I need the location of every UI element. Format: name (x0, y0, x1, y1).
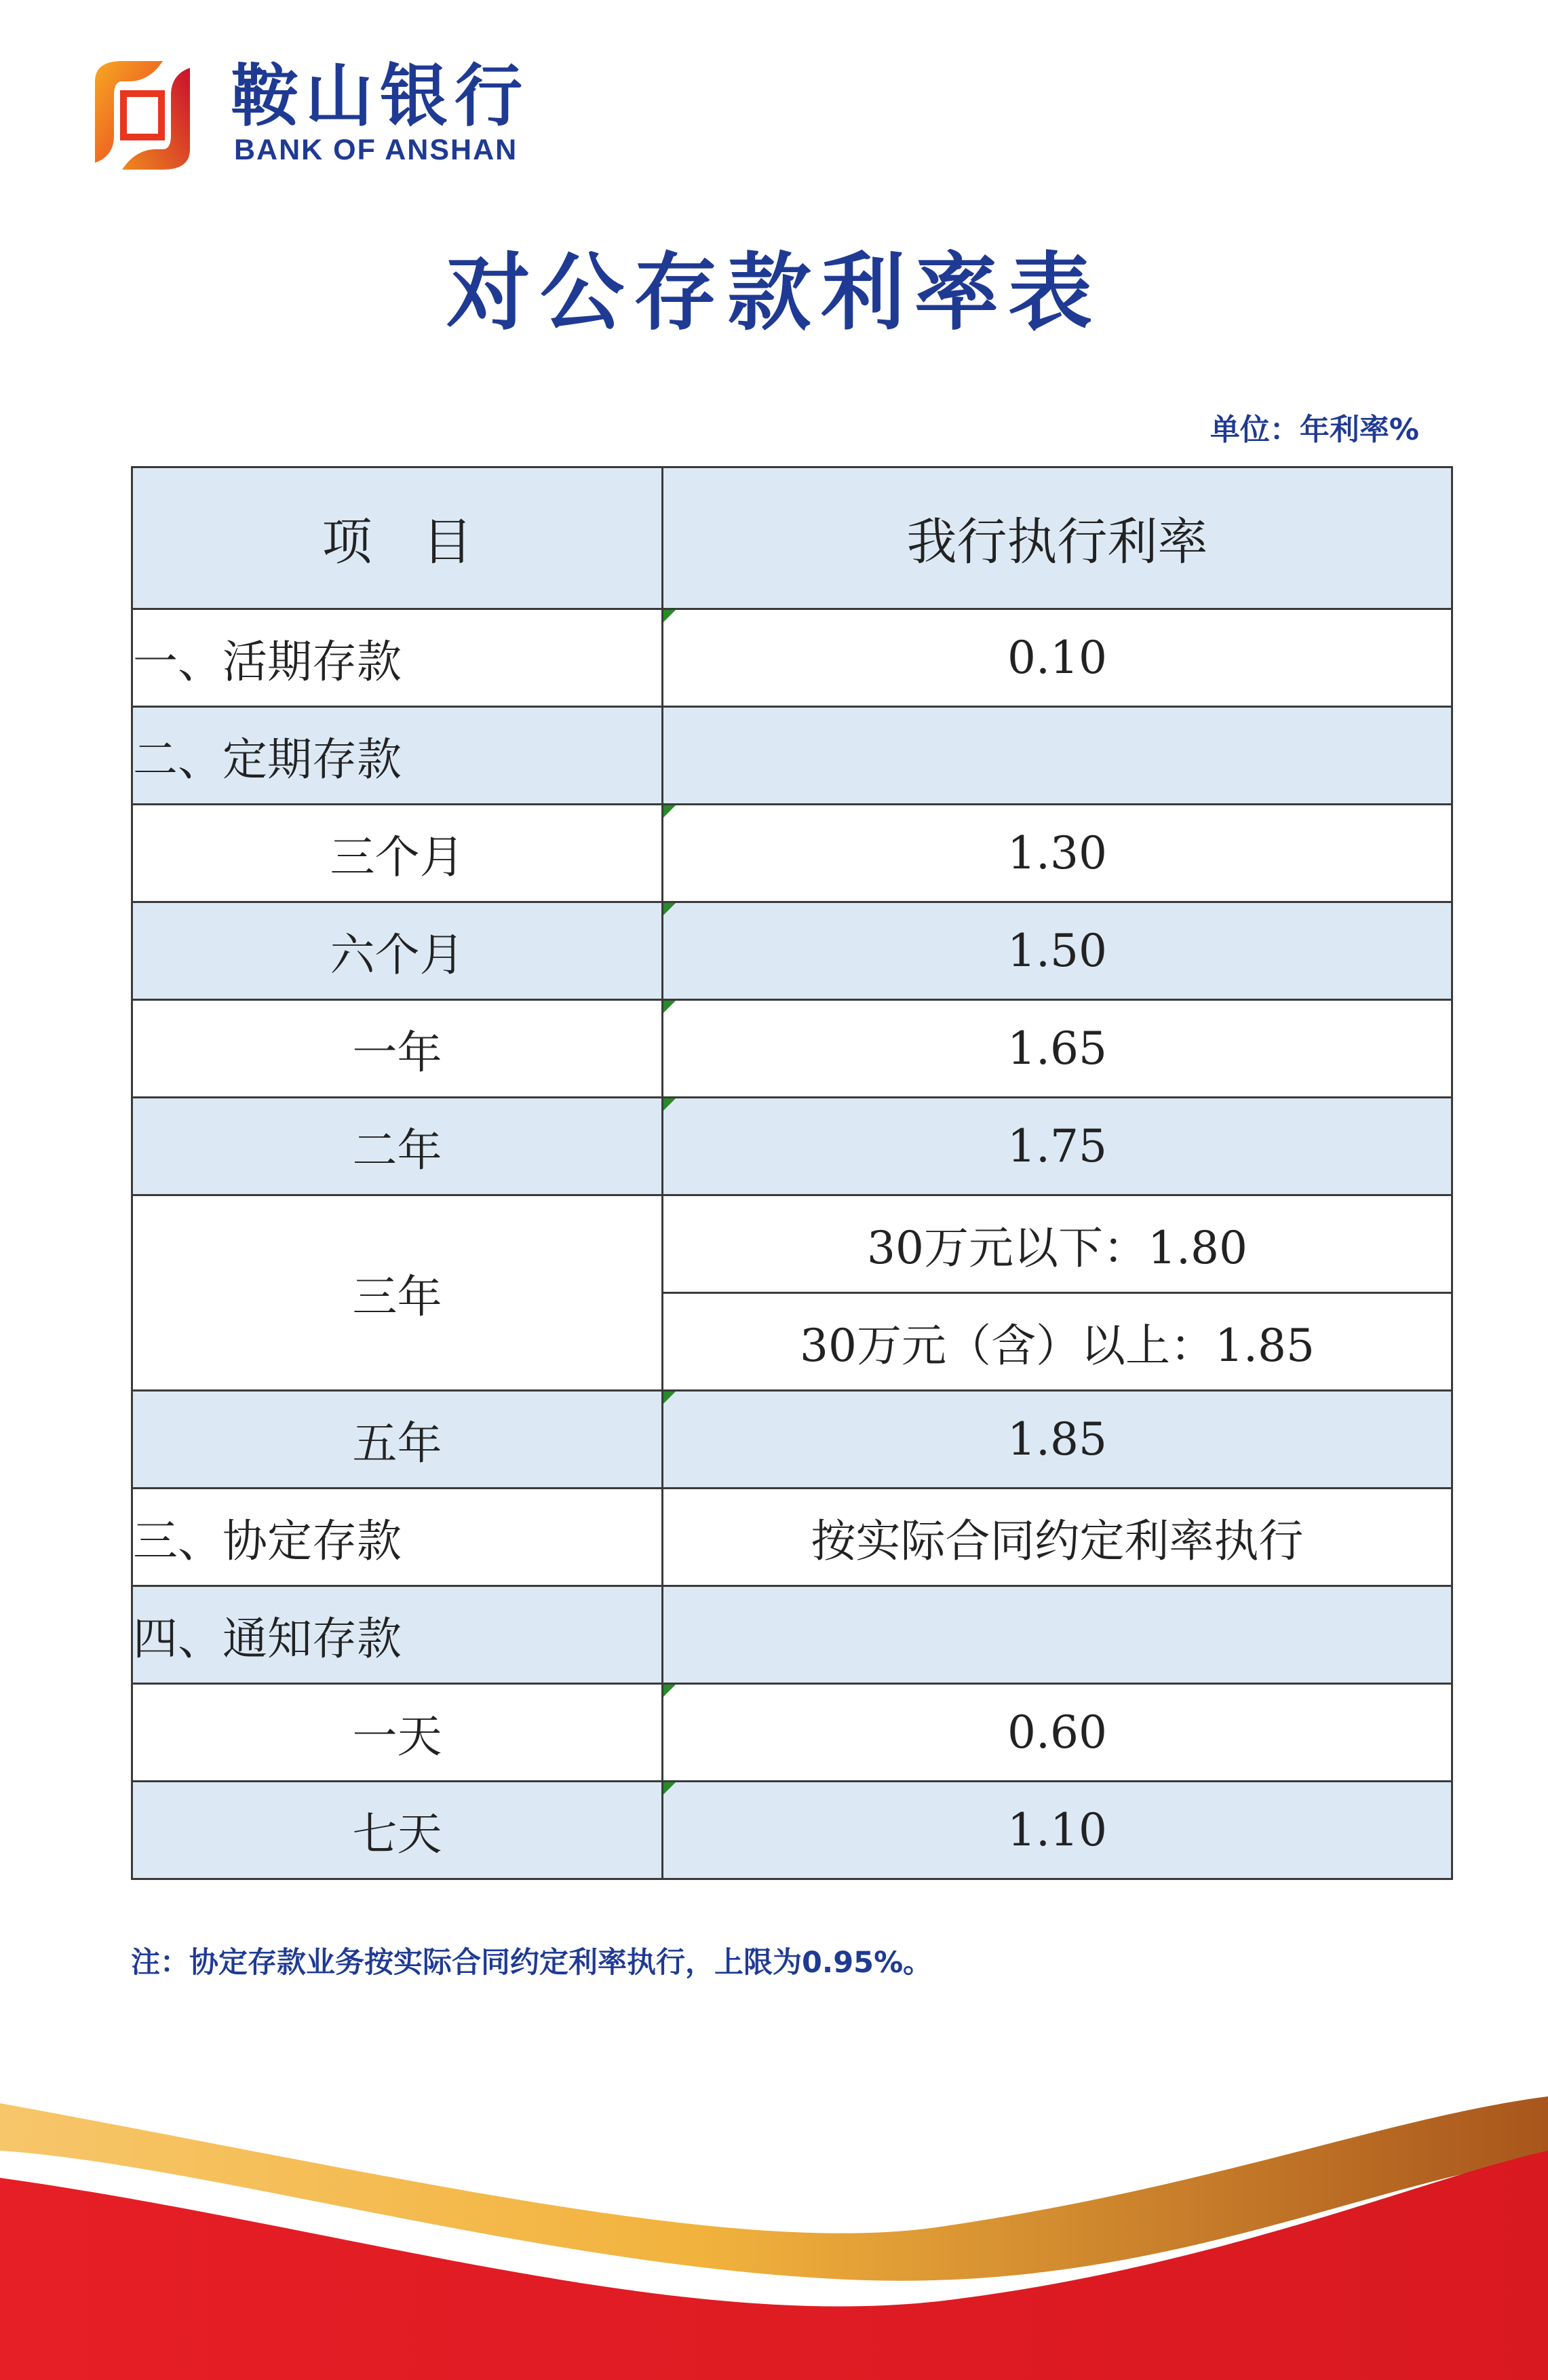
brand-name-en: BANK OF ANSHAN (234, 134, 518, 166)
row-item: 三年 (132, 1195, 663, 1391)
table-row (132, 609, 1452, 707)
table-row (132, 902, 1452, 1000)
row-rate-tier-1: 30万元以下：1.80 (663, 1195, 1452, 1293)
row-rate: 0.10 (663, 609, 1452, 707)
rate-table (131, 466, 1453, 1880)
row-item: 一、活期存款 (132, 609, 663, 707)
header-rate: 我行执行利率 (663, 467, 1452, 609)
row-item: 六个月 (132, 902, 663, 1000)
table-row (132, 707, 1452, 805)
table-row (132, 1684, 1452, 1782)
row-item: 二、定期存款 (132, 707, 663, 805)
table-row (132, 1489, 1452, 1586)
row-rate: 1.65 (663, 1000, 1452, 1098)
footer-ribbon (0, 2076, 1548, 2380)
table-row (132, 1391, 1452, 1489)
brand-name-cn: 鞍山银行 (231, 56, 529, 136)
row-item: 二年 (132, 1098, 663, 1195)
row-item: 七天 (132, 1782, 663, 1879)
row-item: 四、通知存款 (132, 1586, 663, 1684)
row-item: 五年 (132, 1391, 663, 1489)
table-row (132, 1098, 1452, 1195)
table-row (132, 1000, 1452, 1098)
table-header-row (132, 467, 1452, 609)
row-rate: 0.60 (663, 1684, 1452, 1782)
table-row (132, 1586, 1452, 1684)
row-rate: 按实际合同约定利率执行 (663, 1489, 1452, 1586)
row-item: 三个月 (132, 805, 663, 902)
row-rate: 1.10 (663, 1782, 1452, 1879)
row-rate: 1.30 (663, 805, 1452, 902)
bank-logo-icon (81, 54, 204, 176)
table-row (132, 1782, 1452, 1879)
row-rate: 1.50 (663, 902, 1452, 1000)
unit-label: 单位：年利率% (1210, 412, 1419, 447)
table-row (132, 805, 1452, 902)
row-rate (663, 1586, 1452, 1684)
row-rate (663, 707, 1452, 805)
row-item: 三、协定存款 (132, 1489, 663, 1586)
row-item: 一年 (132, 1000, 663, 1098)
table-row (132, 1195, 1452, 1293)
row-rate-tier-2: 30万元（含）以上：1.85 (663, 1293, 1452, 1391)
row-rate: 1.85 (663, 1391, 1452, 1489)
footnote: 注：协定存款业务按实际合同约定利率执行，上限为0.95%。 (131, 1946, 933, 1980)
row-item: 一天 (132, 1684, 663, 1782)
header-item: 项 目 (132, 467, 663, 609)
row-rate: 1.75 (663, 1098, 1452, 1195)
page-title: 对公存款利率表 (446, 244, 1102, 342)
